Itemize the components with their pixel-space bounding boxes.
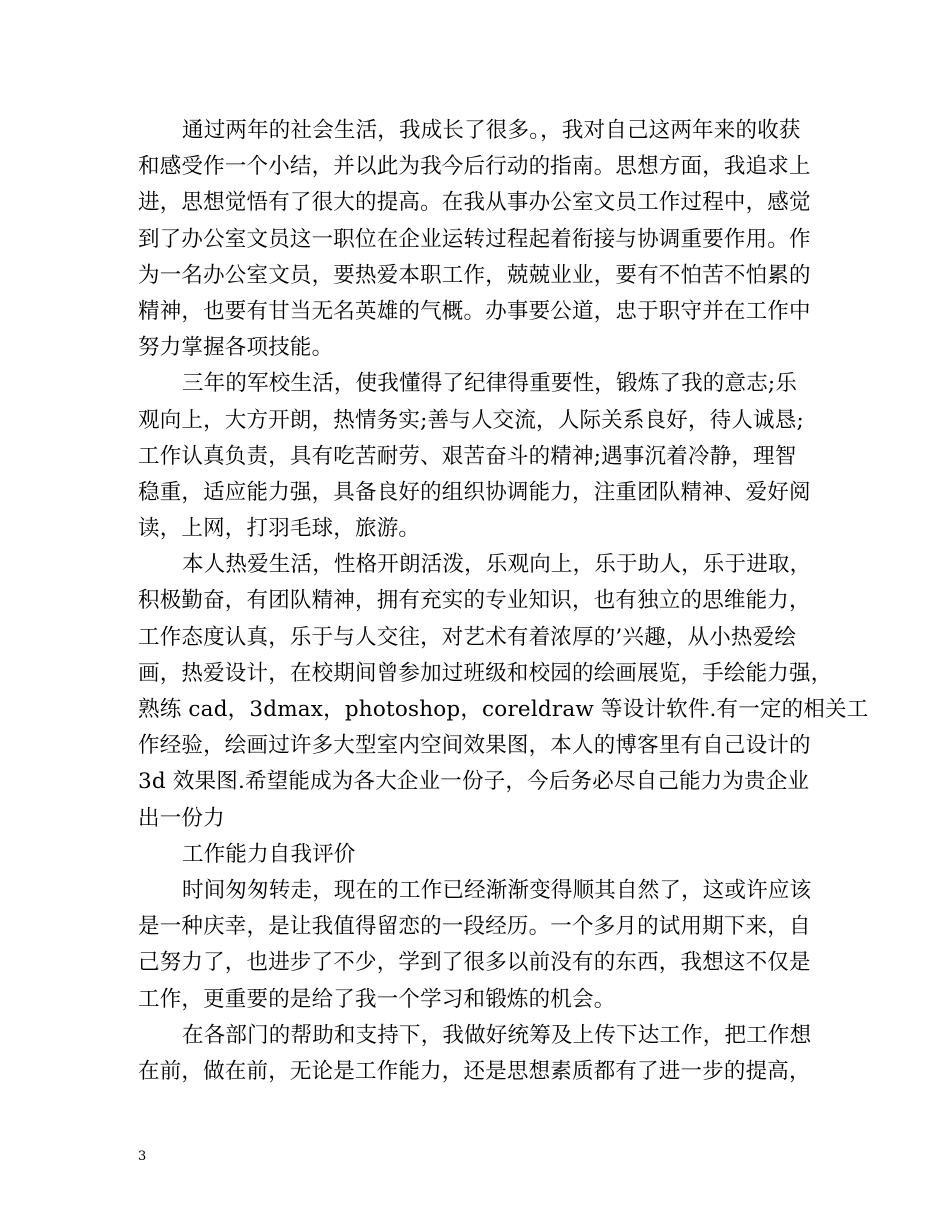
paragraph-line: 努力掌握各项技能。 [138,335,334,361]
paragraph-personal-traits [138,547,869,837]
section-heading-text: 工作能力自我评价 [182,841,356,867]
paragraph-line: 作经验，绘画过许多大型室内空间效果图，本人的博客里有自己设计的 [138,733,811,759]
paragraph-line: 画，热爱设计，在校期间曾参加过班级和校园的绘画展览，手绘能力强， [138,660,833,686]
paragraph-line: 工作认真负责，具有吃苦耐劳、艰苦奋斗的精神;遇事沉着冷静，理智 [138,443,797,469]
paragraph-line: 3d 效果图.希望能成为各大企业一份子，今后务必尽自己能力为贵企业 [138,769,810,795]
document-body [138,113,869,1090]
section-heading [138,837,818,873]
paragraph-line: 和感受作一个小结，并以此为我今后行动的指南。思想方面，我追求上 [138,154,811,180]
paragraph-line: 观向上，大方开朗，热情务实;善与人交流，人际关系良好，待人诚恳; [138,407,804,433]
paragraph-line: 读，上网，打羽毛球，旅游。 [138,516,421,542]
paragraph-line: 是一种庆幸，是让我值得留恋的一段经历。一个多月的试用期下来，自 [138,914,811,940]
paragraph-line: 通过两年的社会生活，我成长了很多。，我对自己这两年来的收获 [182,118,801,143]
paragraph-department-support [138,1018,818,1090]
paragraph-line: 时间匆匆转走，现在的工作已经渐渐变得顺其自然了，这或许应该 [182,877,812,903]
paragraph-line: 精神，也要有甘当无名英雄的气概。办事要公道，忠于职守并在工作中 [138,298,811,324]
paragraph-line: 三年的军校生活，使我懂得了纪律得重要性，锻炼了我的意志;乐 [182,371,798,397]
paragraph-line: 本人热爱生活，性格开朗活泼，乐观向上，乐于助人，乐于进取， [182,552,812,578]
paragraph-line: 在各部门的帮助和支持下，我做好统筹及上传下达工作，把工作想 [182,1022,812,1048]
paragraph-line: 为一名办公室文员，要热爱本职工作，兢兢业业，要有不怕苦不怕累的 [138,262,811,288]
paragraph-line: 在前，做在前，无论是工作能力，还是思想素质都有了进一步的提高， [138,1058,811,1084]
paragraph-line: 到了办公室文员这一职位在企业运转过程起着衔接与协调重要作用。作 [138,226,811,252]
paragraph-line: 工作态度认真，乐于与人交往，对艺术有着浓厚的’兴趣，从小热爱绘 [138,624,797,650]
paragraph-line: 出一份力 [138,805,225,831]
paragraph-probation [138,873,818,1018]
page-number: 3 [138,1149,147,1164]
paragraph-line: 己努力了，也进步了不少，学到了很多以前没有的东西，我想这不仅是 [138,950,811,976]
paragraph-line: 熟练 cad，3dmax，photoshop，coreldraw 等设计软件.有一定的相关工 [138,697,869,722]
paragraph-line: 积极勤奋，有团队精神，拥有充实的专业知识，也有独立的思维能力， [138,588,811,614]
paragraph-work-experience [138,113,818,366]
paragraph-line: 稳重，适应能力强，具备良好的组织协调能力，注重团队精神、爱好阅 [138,479,811,505]
paragraph-military-school [138,366,818,547]
paragraph-line: 进，思想觉悟有了很大的提高。在我从事办公室文员工作过程中，感觉 [138,190,811,216]
paragraph-line: 工作，更重要的是给了我一个学习和锻炼的机会。 [138,986,616,1012]
